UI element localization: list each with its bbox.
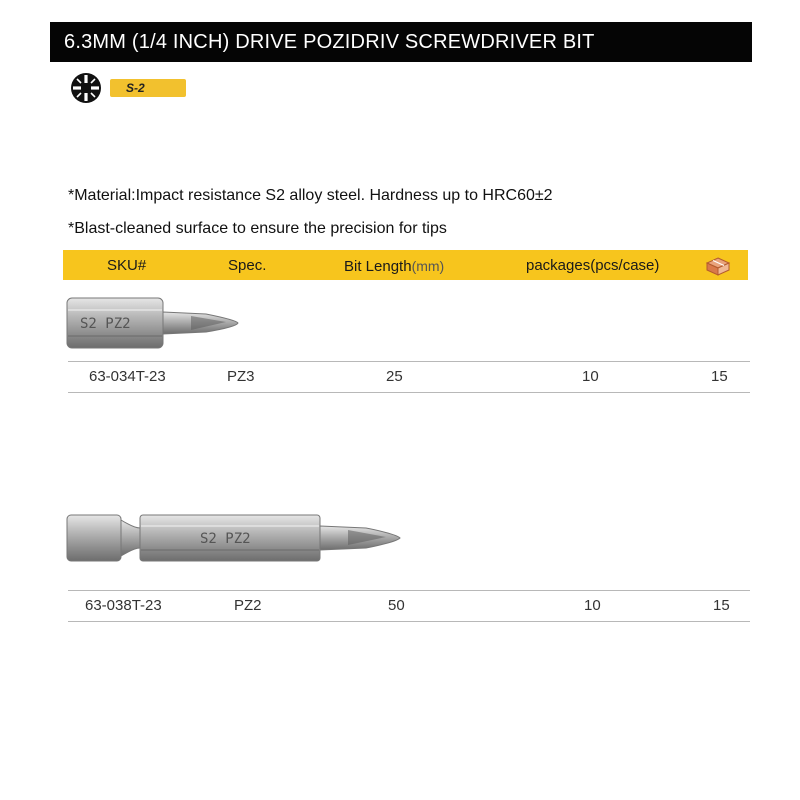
table-row: [68, 361, 750, 393]
header-sku: SKU#: [107, 257, 147, 274]
row-2-spec: PZ2: [234, 597, 262, 614]
table-header: [63, 250, 748, 280]
bit-1-marking: S2 PZ2: [80, 316, 131, 332]
row-1-spec: PZ3: [227, 368, 255, 385]
row-2-bit-length: 50: [388, 597, 405, 614]
spec-surface: *Blast-cleaned surface to ensure the precision for tips: [68, 220, 447, 237]
row-2-sku: 63-038T-23: [85, 597, 162, 614]
header-bit-length-label: Bit Length: [344, 258, 412, 275]
row-1-sku: 63-034T-23: [89, 368, 166, 385]
header-bit-length: [344, 250, 444, 283]
spec-material: *Material:Impact resistance S2 alloy steel. Hardness up to HRC60±2: [68, 187, 553, 204]
pozidriv-tip-icon: [70, 72, 102, 104]
page-title: 6.3MM (1/4 INCH) DRIVE POZIDRIV SCREWDRIVER BIT: [50, 22, 752, 62]
bit-image-pz2-50mm: [66, 510, 416, 568]
header-packages: packages(pcs/case): [526, 257, 660, 274]
s2-badge: S-2: [110, 79, 186, 97]
box-icon: [705, 256, 731, 276]
row-1-bit-length: 25: [386, 368, 403, 385]
row-2-packages: 10: [584, 597, 601, 614]
header-spec: Spec.: [228, 257, 267, 274]
row-1-packages: 10: [582, 368, 599, 385]
row-1-case: 15: [711, 368, 728, 385]
table-row: [68, 590, 750, 622]
row-2-case: 15: [713, 597, 730, 614]
bit-image-pz3-25mm: [66, 296, 246, 352]
bit-2-marking: S2 PZ2: [200, 531, 251, 547]
header-bit-length-unit: (mm): [411, 258, 445, 274]
